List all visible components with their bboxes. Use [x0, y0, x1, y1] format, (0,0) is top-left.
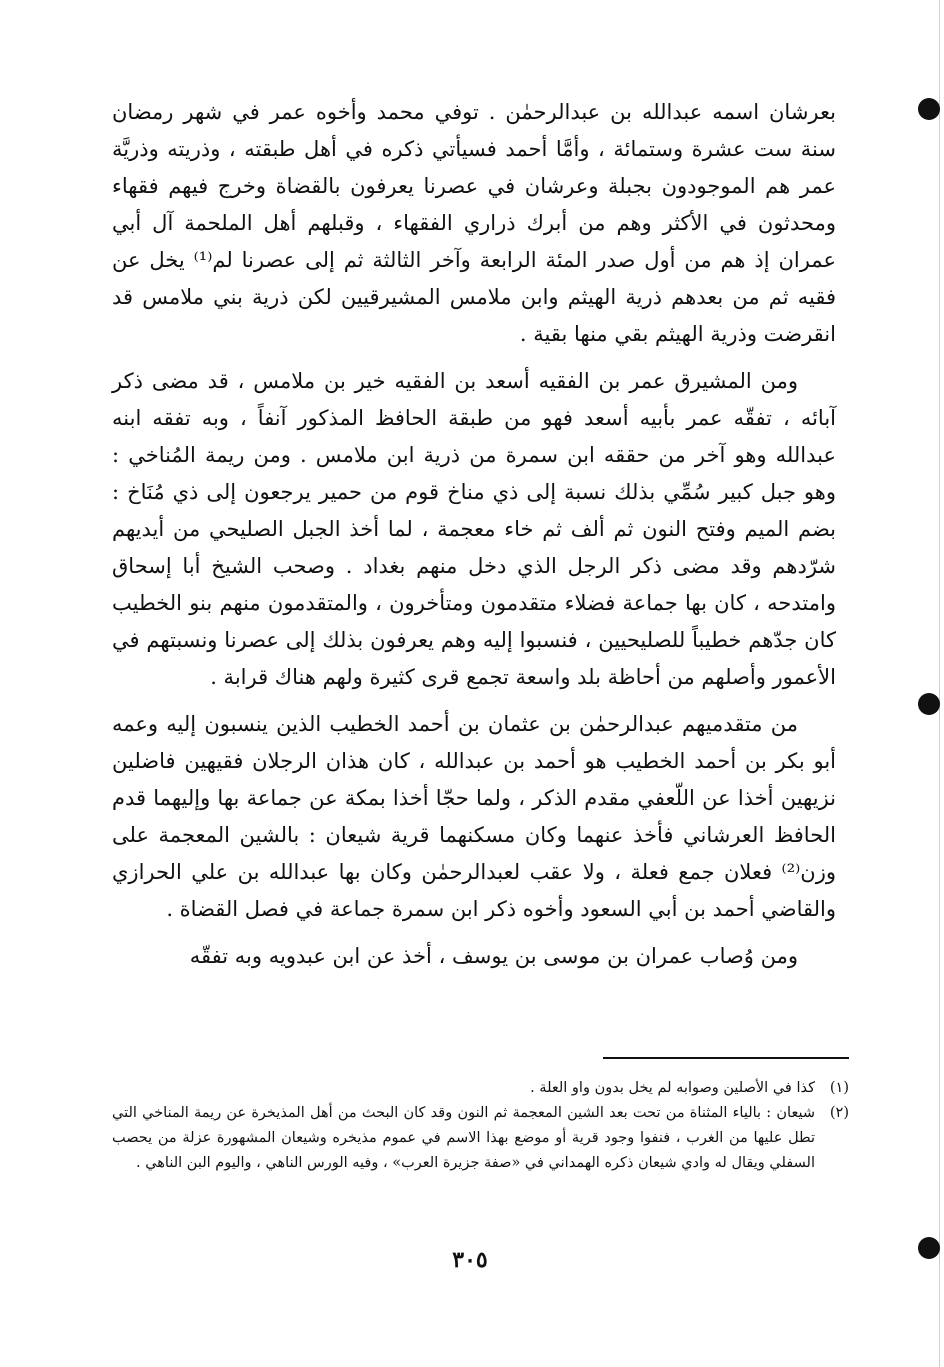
footnote-2-number: (٢)	[829, 1105, 849, 1121]
page-edge-line	[939, 0, 940, 1367]
binder-hole-bottom	[918, 1237, 940, 1259]
footnote-2-text: شيعان : بالياء المثناة من تحت بعد الشين المعجمة ثم النون وقد كان البحث من أهل المذيخرة عن ريمة المناخي التي تطل عليها من الغرب ، فنفوا وجود قرية أو موضع بهذا الاسم في عموم مذيخره وشيعان المشهورة عزلة من يحصب السفلي ويقال له وادي شيعان ذكره الهمداني في «صفة جزيرة العرب» ، وفيه الورس الناهي ، واليوم البن الناهي .	[112, 1105, 815, 1171]
page-number: ٣٠٥	[452, 1247, 488, 1273]
footnote-1-text: كذا في الأصلين وصوابه لم يخل بدون واو العلة .	[530, 1080, 815, 1096]
main-text	[112, 94, 836, 985]
footnote-separator	[603, 1057, 849, 1059]
binder-hole-top	[918, 98, 940, 120]
binder-hole-middle	[918, 693, 940, 715]
paragraph-1: بعرشان اسمه عبدالله بن عبدالرحمٰن . توفي محمد وأخوه عمر في شهر رمضان سنة ست عشرة وستمائة ، وأمَّا أحمد فسيأتي ذكره في أهل طبقته ، وذريته وذريَّة عمر هم الموجودون بجبلة وعرشان في عصرنا يعرفون بالقضاة وخرج فيهم فقهاء ومحدثون في الأكثر وهم من أبرك ذراري الفقهاء ، وقبلهم أهل الملحمة آل أبي عمران إذ هم من أول صدر المئة الرابعة وآخر الثالثة ثم إلى عصرنا لم⁽¹⁾ يخل عن فقيه ثم من بعدهم ذرية الهيثم وابن ملامس المشيرقيين لكن ذرية بني ملامس قد انقرضت وذرية الهيثم بقي منها بقية .	[112, 100, 836, 346]
footnotes	[112, 1076, 849, 1176]
paragraph-4: ومن وُصاب عمران بن موسى بن يوسف ، أخذ عن ابن عبدويه وبه تفقّه	[189, 944, 798, 968]
footnote-1	[112, 1076, 849, 1101]
footnote-1-number: (١)	[829, 1080, 849, 1096]
paragraph-2: ومن المشيرق عمر بن الفقيه أسعد بن الفقيه خير بن ملامس ، قد مضى ذكر آبائه ، تفقّه عمر بأبيه أسعد فهو من طبقة الحافظ المذكور آنفاً ، وبه تفقه ابنه عبدالله وهو آخر من حققه ابن سمرة من ذرية ابن ملامس . ومن ريمة المُناخي : وهو جبل كبير سُمِّي بذلك نسبة إلى ذي مناخ قوم من حمير يرجعون إلى ذي مُنَاخ : بضم الميم وفتح النون ثم ألف ثم خاء معجمة ، لما أخذ الجبل الصليحي من أيديهم شرّدهم وقد مضى ذكر الرجل الذي دخل منهم بغداد . وصحب الشيخ أبا إسحاق وامتدحه ، كان بها جماعة فضلاء متقدمون ومتأخرون ، والمتقدمون منهم بنو الخطيب كان جدّهم خطيباً للصليحيين ، فنسبوا إليه وهم يعرفون بذلك إلى عصرنا ونسبتهم في الأعمور وأصلهم من أحاظة بلد واسعة تجمع قرى كثيرة ولهم هناك قرابة .	[112, 369, 836, 689]
paragraph-3: من متقدميهم عبدالرحمٰن بن عثمان بن أحمد الخطيب الذين ينسبون إليه وعمه أبو بكر بن أحمد الخطيب هو أحمد بن عبدالله ، كان هذان الرجلان فقيهين فاضلين نزيهين أخذا عن اللّعفي مقدم الذكر ، ولما حجّا أخذا بمكة عن جماعة بها وإليهما قدم الحافظ العرشاني فأخذ عنهما وكان مسكنهما قرية شيعان : بالشين المعجمة على وزن⁽²⁾ فعلان جمع فعلة ، ولا عقب لعبدالرحمٰن وكان بها عبدالله بن علي الحرازي والقاضي أحمد بن أبي السعود وأخوه ذكر ابن سمرة جماعة في فصل القضاة .	[112, 712, 836, 921]
footnote-2	[112, 1101, 849, 1176]
